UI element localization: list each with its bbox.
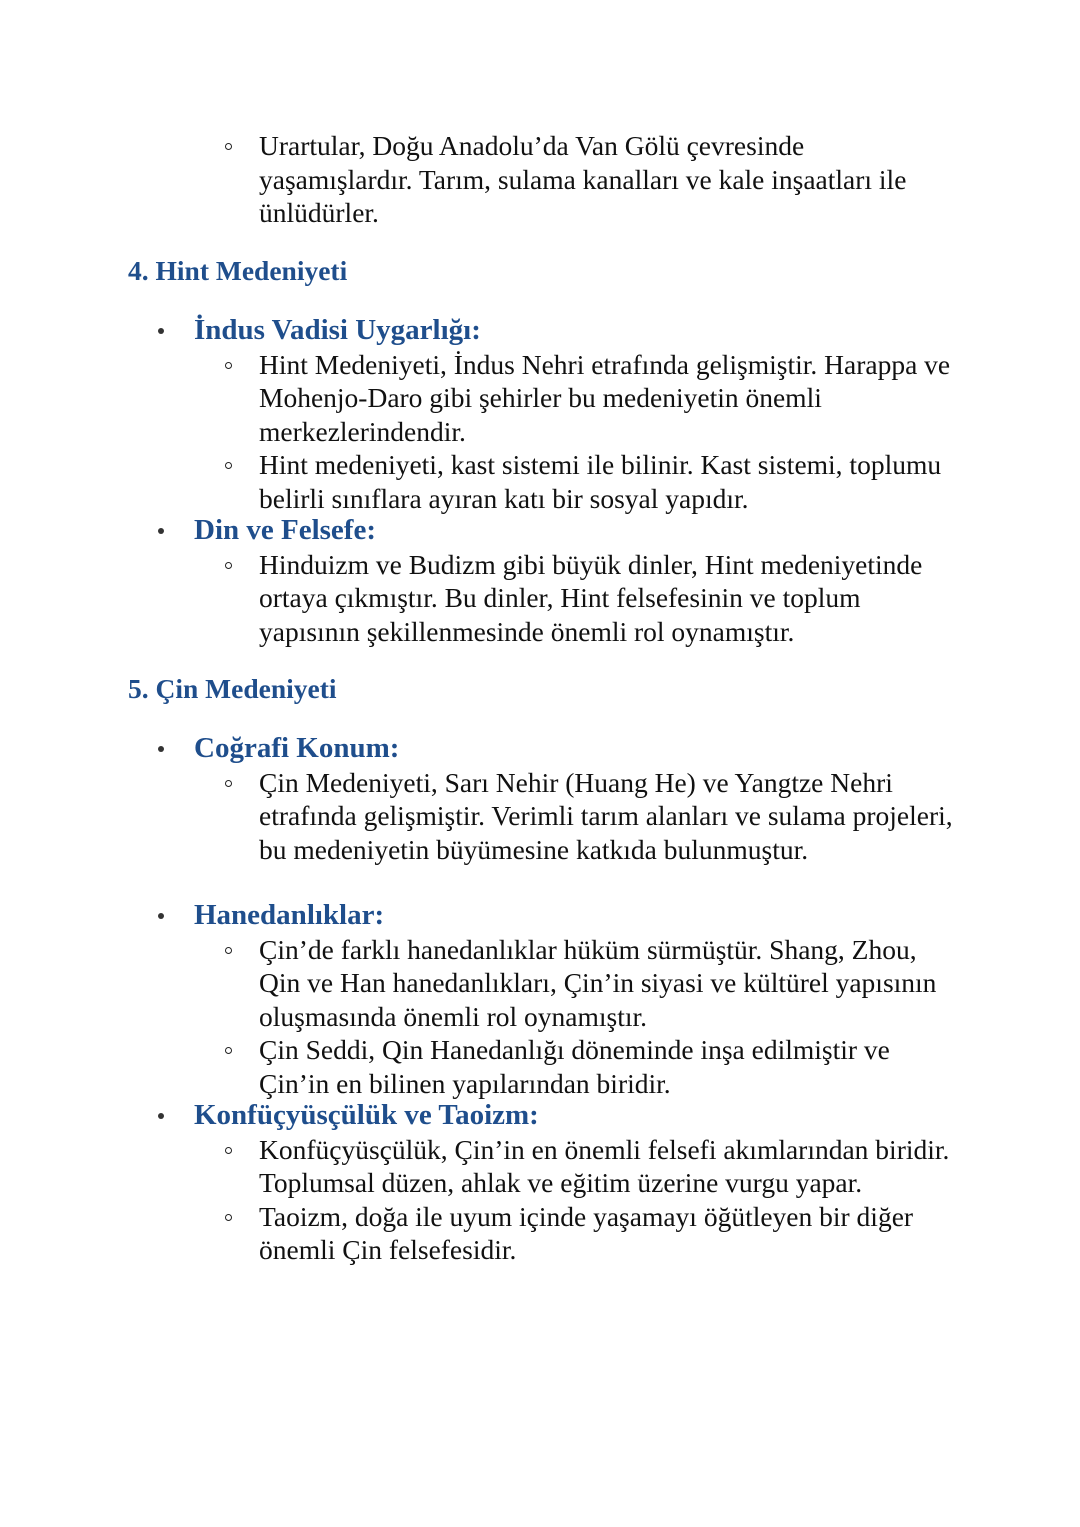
point-text: Çin’de farklı hanedanlıklar hüküm sürmüştür. Shang, Zhou, Qin ve Han hanedanlıkları, Çin’in siyasi ve kültürel yapısının oluşmasında önemli rol oynamıştır. xyxy=(259,933,937,1032)
topic-heading-text: Coğrafi Konum: xyxy=(194,732,400,764)
point-list xyxy=(0,348,1080,516)
bullet-dot-icon xyxy=(158,913,164,919)
hollow-circle-bullet-icon xyxy=(225,143,232,150)
bullet-dot-icon xyxy=(158,1113,164,1119)
bullet-dot-icon xyxy=(158,328,164,334)
hollow-circle-bullet-icon xyxy=(225,1147,232,1154)
point-text: Hinduizm ve Budizm gibi büyük dinler, Hint medeniyetinde ortaya çıkmıştır. Bu dinler, Hint felsefesinin ve toplum yapısının şekillenmesinde önemli rol oynamıştır. xyxy=(259,548,923,647)
section-title-hint: 4. Hint Medeniyeti xyxy=(128,255,348,286)
topic-heading xyxy=(0,1099,1080,1133)
point-text: Çin Medeniyeti, Sarı Nehir (Huang He) ve Yangtze Nehri etrafında gelişmiştir. Verimli tarım alanları ve sulama projeleri, bu medeniyetin büyümesine katkıda bulunmuştur. xyxy=(259,766,953,865)
topic-cografi-konum xyxy=(0,732,1080,866)
topic-hanedanliklar xyxy=(0,899,1080,1100)
bullet-dot-icon xyxy=(158,528,164,534)
list-item xyxy=(0,448,1080,515)
point-text: Hint Medeniyeti, İndus Nehri etrafında gelişmiştir. Harappa ve Mohenjo-Daro gibi şehirler bu medeniyetin önemli merkezlerindendir. xyxy=(259,348,951,447)
list-item xyxy=(0,1033,1080,1100)
list-item xyxy=(0,348,1080,449)
list-item xyxy=(0,1133,1080,1200)
point-list xyxy=(0,933,1080,1101)
hollow-circle-bullet-icon xyxy=(225,362,232,369)
topic-heading xyxy=(0,514,1080,548)
list-item xyxy=(0,766,1080,867)
intro-point-list xyxy=(0,129,1080,230)
point-list xyxy=(0,766,1080,867)
topic-heading xyxy=(0,314,1080,348)
point-list xyxy=(0,1133,1080,1267)
point-list xyxy=(0,548,1080,649)
topic-heading-text: Din ve Felsefe: xyxy=(194,514,376,546)
topic-heading xyxy=(0,899,1080,933)
hollow-circle-bullet-icon xyxy=(225,462,232,469)
hollow-circle-bullet-icon xyxy=(225,1214,232,1221)
hollow-circle-bullet-icon xyxy=(225,1047,232,1054)
topic-konfucyuscululuk-taoizm xyxy=(0,1099,1080,1267)
topic-heading xyxy=(0,732,1080,766)
list-item xyxy=(0,548,1080,649)
list-item xyxy=(0,933,1080,1034)
list-item xyxy=(0,1200,1080,1267)
intro-point-text: Urartular, Doğu Anadolu’da Van Gölü çevresinde yaşamışlardır. Tarım, sulama kanalları ve kale inşaatları ile ünlüdürler. xyxy=(259,130,907,228)
topic-heading-text: Hanedanlıklar: xyxy=(194,899,385,931)
intro-point xyxy=(0,129,1080,230)
hollow-circle-bullet-icon xyxy=(225,780,232,787)
bullet-dot-icon xyxy=(158,746,164,752)
topic-indus xyxy=(0,314,1080,515)
point-text: Çin Seddi, Qin Hanedanlığı döneminde inşa edilmiştir ve Çin’in en bilinen yapılarından biridir. xyxy=(259,1034,890,1099)
section-title-cin: 5. Çin Medeniyeti xyxy=(128,673,337,704)
hollow-circle-bullet-icon xyxy=(225,562,232,569)
point-text: Hint medeniyeti, kast sistemi ile bilinir. Kast sistemi, toplumu belirli sınıflara ayıran katı bir sosyal yapıdır. xyxy=(259,449,942,514)
point-text: Konfüçyüsçülük, Çin’in en önemli felsefi akımlarından biridir. Toplumsal düzen, ahlak ve eğitim üzerine vurgu yapar. xyxy=(259,1133,950,1198)
point-text: Taoizm, doğa ile uyum içinde yaşamayı öğütleyen bir diğer önemli Çin felsefesidir. xyxy=(259,1200,914,1265)
topic-din-felsefe xyxy=(0,514,1080,648)
topic-heading-text: İndus Vadisi Uygarlığı: xyxy=(194,314,481,346)
topic-heading-text: Konfüçyüsçülük ve Taoizm: xyxy=(194,1099,539,1131)
hollow-circle-bullet-icon xyxy=(225,947,232,954)
